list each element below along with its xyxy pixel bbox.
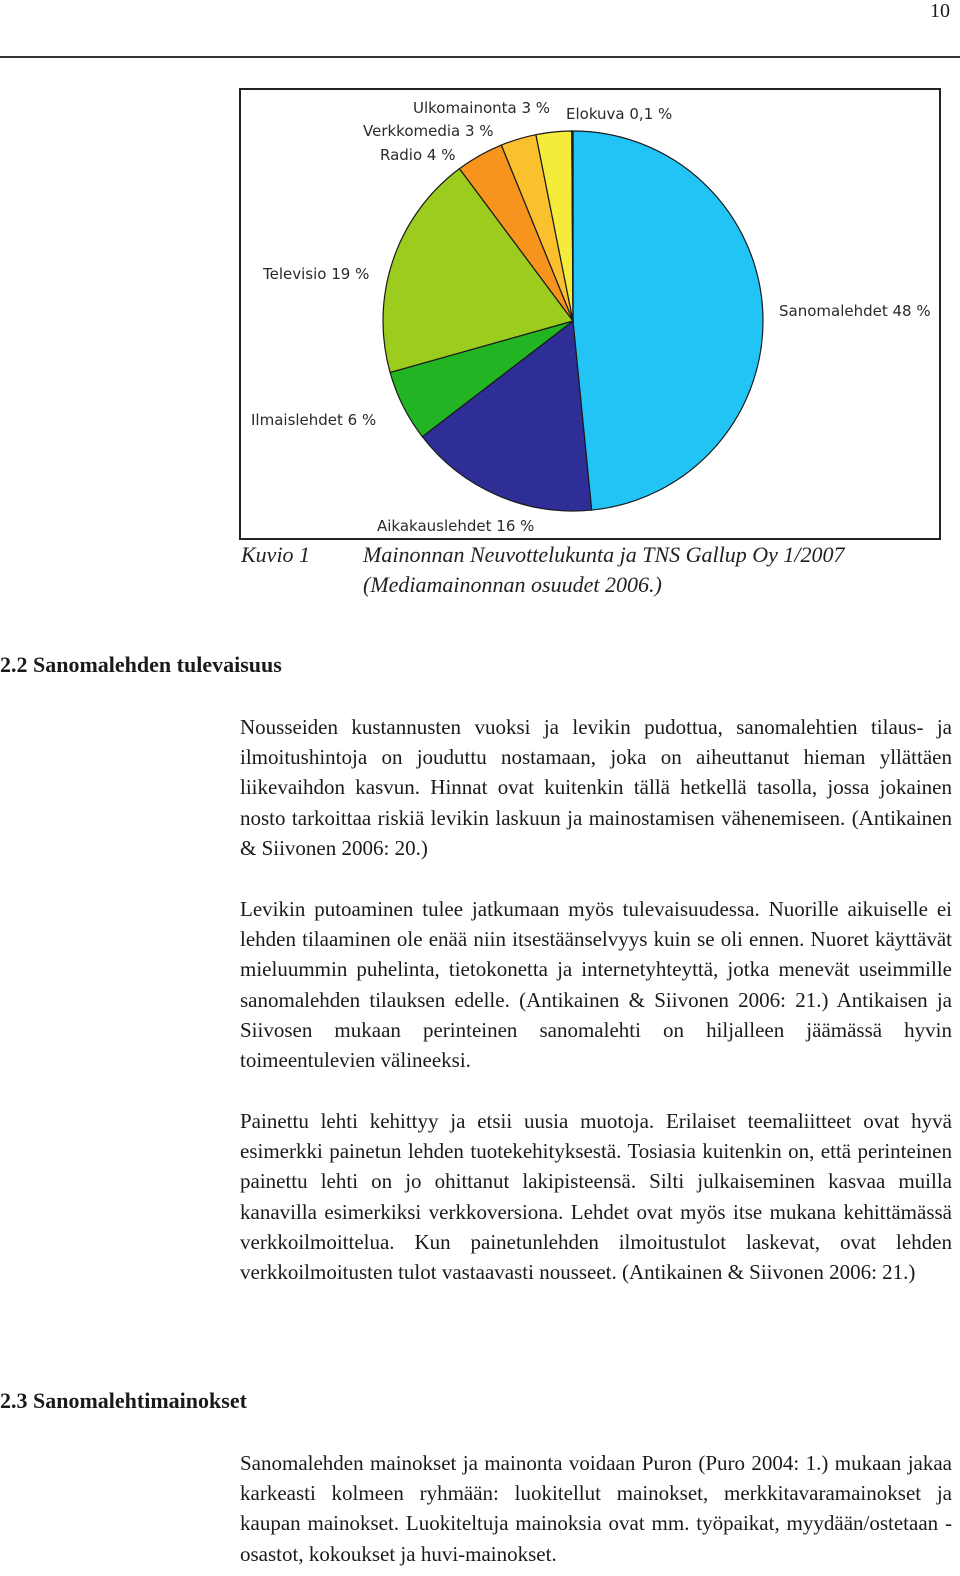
pie-slice-label: Elokuva 0,1 % <box>566 105 673 123</box>
paragraph: Levikin putoaminen tulee jatkumaan myös tulevaisuudessa. Nuorille aikuiselle ei lehden tilaaminen ole enää niin itsestäänselvyys kuin se oli ennen. Nuoret käyttävät mieluummin puhelinta, tietokonetta ja internetyhteyttä, jotka menevät useimmille sanomalehden tilauksen edelle. (Antikainen & Siivonen 2006: 21.) Antikaisen ja Siivosen mukaan perinteinen sanomalehti on hiljalleen jäämässä hyvin toimeentulevien välineeksi. <box>240 897 952 1073</box>
header-rule <box>0 56 960 58</box>
figure-caption: Mainonnan Neuvottelukunta ja TNS Gallup Oy 1/2007 (Mediamainonnan osuudet 2006.) <box>363 542 845 597</box>
figure-label: Kuvio 1 <box>241 542 311 567</box>
pie-slice-label: Televisio 19 % <box>263 265 370 283</box>
figure-frame <box>239 88 941 540</box>
pie-slice-label: Radio 4 % <box>380 146 456 164</box>
pie-slice-label: Ilmaislehdet 6 % <box>251 411 377 429</box>
pie-slice-label: Sanomalehdet 48 % <box>779 302 931 320</box>
pie-chart <box>241 90 939 538</box>
paragraph: Nousseiden kustannusten vuoksi ja levikin pudottua, sanomalehtien tilaus- ja ilmoitushintoja on jouduttu nostamaan, joka on aiheuttanut hieman yllättäen liikevaihdon kasvun. Hinnat ovat kuitenkin tällä hetkellä tasolla, jossa jokainen nosto tarkoittaa riskiä levikin laskuun ja mainostamisen vähenemiseen. (Antikainen & Siivonen 2006: 20.) <box>240 715 952 860</box>
pie-slice-label: Aikakauslehdet 16 % <box>377 517 535 535</box>
pie-slice-label: Ulkomainonta 3 % <box>413 99 551 117</box>
page-number: 10 <box>930 0 950 22</box>
section-title-future: 2.2 Sanomalehden tulevaisuus <box>0 652 282 677</box>
pie-slice <box>573 131 763 510</box>
section-title-ads: 2.3 Sanomalehtimainokset <box>0 1388 247 1413</box>
paragraph: Painettu lehti kehittyy ja etsii uusia muotoja. Erilaiset teemaliitteet ovat hyvä esimerkki painetun lehden tuotekehityksestä. Tosiasia kuitenkin on, että perinteinen painettu lehti on jo ohittanut lakipisteensä. Silti julkaiseminen kasvaa muilla kanavilla esimerkiksi verkkoversiona. Lehdet ovat myös itse mukana kehittämässä verkkoilmoittelua. Kun painetunlehden ilmoitustulot laskevat, ovat lehden verkkoilmoitusten tulot vastaavasti nousseet. (Antikainen & Siivonen 2006: 21.) <box>240 1109 952 1285</box>
paragraph: Sanomalehden mainokset ja mainonta voidaan Puron (Puro 2004: 1.) mukaan jakaa karkeasti kolmeen ryhmään: luokitellut mainokset, merkkitavaramainokset ja kaupan mainokset. Luokiteltuja mainoksia ovat mm. työpaikat, myydään/ostetaan -osastot, kokoukset ja huvi-mainokset. <box>240 1451 952 1566</box>
pie-slice-label: Verkkomedia 3 % <box>363 122 494 140</box>
